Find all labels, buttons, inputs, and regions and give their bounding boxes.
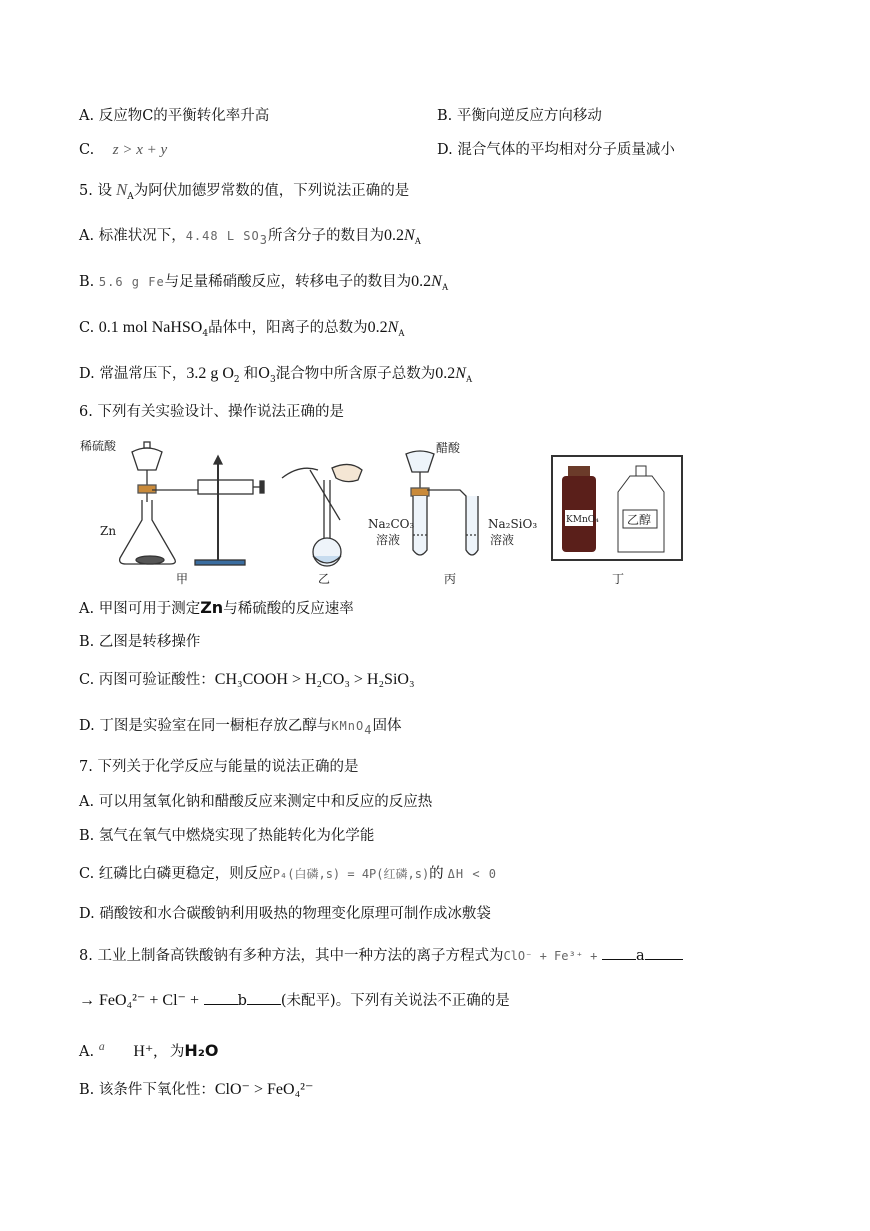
label-yi: 乙 (318, 572, 331, 586)
q8-a-h2o: H₂O (184, 1040, 219, 1060)
label-jia: 甲 (176, 572, 189, 586)
q6-d-math: KMnO (331, 719, 365, 733)
q5-d-sub: 2 (233, 374, 240, 385)
q5-d-answer: $0.2N_A$ (435, 365, 473, 385)
q5-a-math: 4.48 L SO (185, 229, 260, 243)
q4-option-b: B. 平衡向逆反应方向移动 (437, 108, 602, 124)
q8-b-math: ClO⁻ > FeO₄²⁻ (214, 1081, 314, 1098)
q6-a-zn: Zn (200, 598, 224, 617)
q5-d-math: 3.2 g O (186, 365, 234, 382)
figure-jia (120, 442, 264, 565)
q8-stem-pre: 8. 工业上制备高铁酸钠有多种方法，其中一种方法的离子方程式为 (79, 948, 504, 964)
label-zn: Zn (100, 524, 117, 538)
q5-stem-symbol: N (115, 180, 128, 199)
q6-a-post: 与稀硫酸的反应速率 (223, 601, 354, 617)
q8-line2-post: (未配平)。下列有关说法不正确的是 (280, 993, 510, 1009)
q5-stem (79, 180, 409, 207)
q5-d-sub2: 3 (270, 374, 276, 385)
q6-option-d (79, 716, 401, 740)
q6-d-sub: 4 (364, 722, 373, 737)
q7-stem: 7. 下列关于化学反应与能量的说法正确的是 (79, 759, 359, 775)
figure-yi (282, 464, 362, 566)
q7-option-a: A. 可以用氢氧化钠和醋酸反应来测定中和反应的反应热 (79, 794, 433, 810)
q5-d-pre: D. 常温常压下， (79, 366, 187, 382)
q6-c-math: CH₃COOH > H₂CO₃ > H₂SiO₃ (214, 671, 415, 688)
q5-a-sub: 3 (259, 232, 268, 247)
label-dilute-sulfuric-acid: 稀硫酸 (80, 440, 117, 453)
q5-a-pre: A. 标准状况下， (79, 228, 186, 244)
q7-option-b: B. 氢气在氧气中燃烧实现了热能转化为化学能 (79, 828, 375, 844)
q7-c-mid: 的 (429, 866, 444, 882)
q6-option-c (79, 670, 415, 690)
q5-a-post: 所含分子的数目为 (267, 228, 384, 244)
q5-d-mid: 和O (243, 366, 271, 382)
label-na2sio3: Na₂SiO₃ (488, 517, 538, 531)
label-kmno4: KMnO₄ (566, 515, 599, 525)
q8-a-mid: 为 (169, 1043, 185, 1060)
q5-c-sub: 4 (202, 328, 209, 339)
q6-option-a (79, 598, 354, 619)
q8-blank-a: a (635, 948, 645, 964)
q4-option-c-label: C. (79, 142, 95, 158)
q6-option-b: B. 乙图是转移操作 (79, 634, 201, 650)
q8-b-pre: B. 该条件下氧化性： (79, 1082, 215, 1098)
q7-option-d: D. 硝酸铵和水合碳酸钠利用吸热的物理变化原理可制作成冰敷袋 (79, 906, 491, 922)
q6-a-pre: A. 甲图可用于测定 (79, 601, 201, 617)
label-ding: 丁 (612, 572, 625, 586)
figure-bing (406, 451, 478, 555)
q7-c-dh: ΔH < 0 (447, 867, 498, 881)
label-ethanol: 乙醇 (627, 513, 652, 527)
q8-option-b (79, 1080, 313, 1100)
q4-option-d: D. 混合气体的平均相对分子质量减小 (437, 142, 675, 158)
q8-line2 (79, 990, 510, 1011)
q6-stem: 6. 下列有关实验设计、操作说法正确的是 (79, 404, 344, 420)
q8-a-a: a (98, 1039, 105, 1053)
q5-option-a (79, 226, 421, 251)
q5-b-math: 5.6 g Fe (98, 275, 165, 289)
q5-stem-sub: A (127, 191, 134, 202)
q8-blank-b: b (237, 993, 247, 1009)
label-na2co3: Na₂CO₃ (368, 517, 415, 531)
q5-d-post: 混合物中所含原子总数为 (275, 366, 436, 382)
q8-stem (79, 945, 683, 966)
q6-d-post: 固体 (372, 718, 402, 734)
q5-option-b (79, 272, 448, 297)
q8-a-h: H⁺, (133, 1042, 158, 1060)
q5-b-pre: B. (79, 274, 95, 290)
label-acetic-acid: 醋酸 (436, 441, 461, 455)
figure-ding (552, 456, 682, 560)
q5-c-answer: $0.2N_A$ (367, 319, 405, 339)
q5-c-pre: C. (79, 320, 95, 336)
q5-b-post: 与足量稀硝酸反应，转移电子的数目为 (164, 274, 412, 290)
q5-b-answer: $0.2N_A$ (411, 273, 449, 293)
q5-stem-pre: 5. 设 (79, 183, 112, 199)
q7-c-pre: C. 红磷比白磷更稳定，则反应 (79, 866, 273, 882)
q5-option-c (79, 318, 405, 344)
q8-a-pre: A. (79, 1043, 95, 1060)
q5-a-answer: $0.2N_A$ (383, 227, 422, 247)
q8-option-a (79, 1036, 218, 1062)
q5-stem-post: 为阿伏加德罗常数的值，下列说法正确的是 (133, 183, 410, 199)
q6-apparatus-figure (70, 440, 690, 590)
q5-c-post: 晶体中，阳离子的总数为 (208, 320, 368, 336)
q5-c-math: 0.1 mol NaHSO (98, 319, 203, 336)
q7-c-math: P₄(白磷,s) = 4P(红磷,s) (272, 867, 430, 881)
q8-line2-math: → FeO₄²⁻ + Cl⁻ + (79, 992, 199, 1009)
q5-option-d (79, 364, 472, 390)
label-solution-1: 溶液 (376, 533, 401, 547)
q6-c-pre: C. 丙图可验证酸性： (79, 672, 215, 688)
q8-stem-math: ClO⁻ + Fe³⁺ + (503, 949, 598, 963)
q6-d-pre: D. 丁图是实验室在同一橱柜存放乙醇与 (79, 718, 332, 734)
label-bing: 丙 (444, 572, 457, 586)
label-solution-2: 溶液 (490, 533, 515, 547)
q4-option-a: A. 反应物C的平衡转化率升高 (79, 108, 270, 124)
q7-option-c (79, 864, 497, 884)
q4-option-c-math: z > x + y (112, 142, 168, 158)
q4-option-c (79, 140, 167, 160)
